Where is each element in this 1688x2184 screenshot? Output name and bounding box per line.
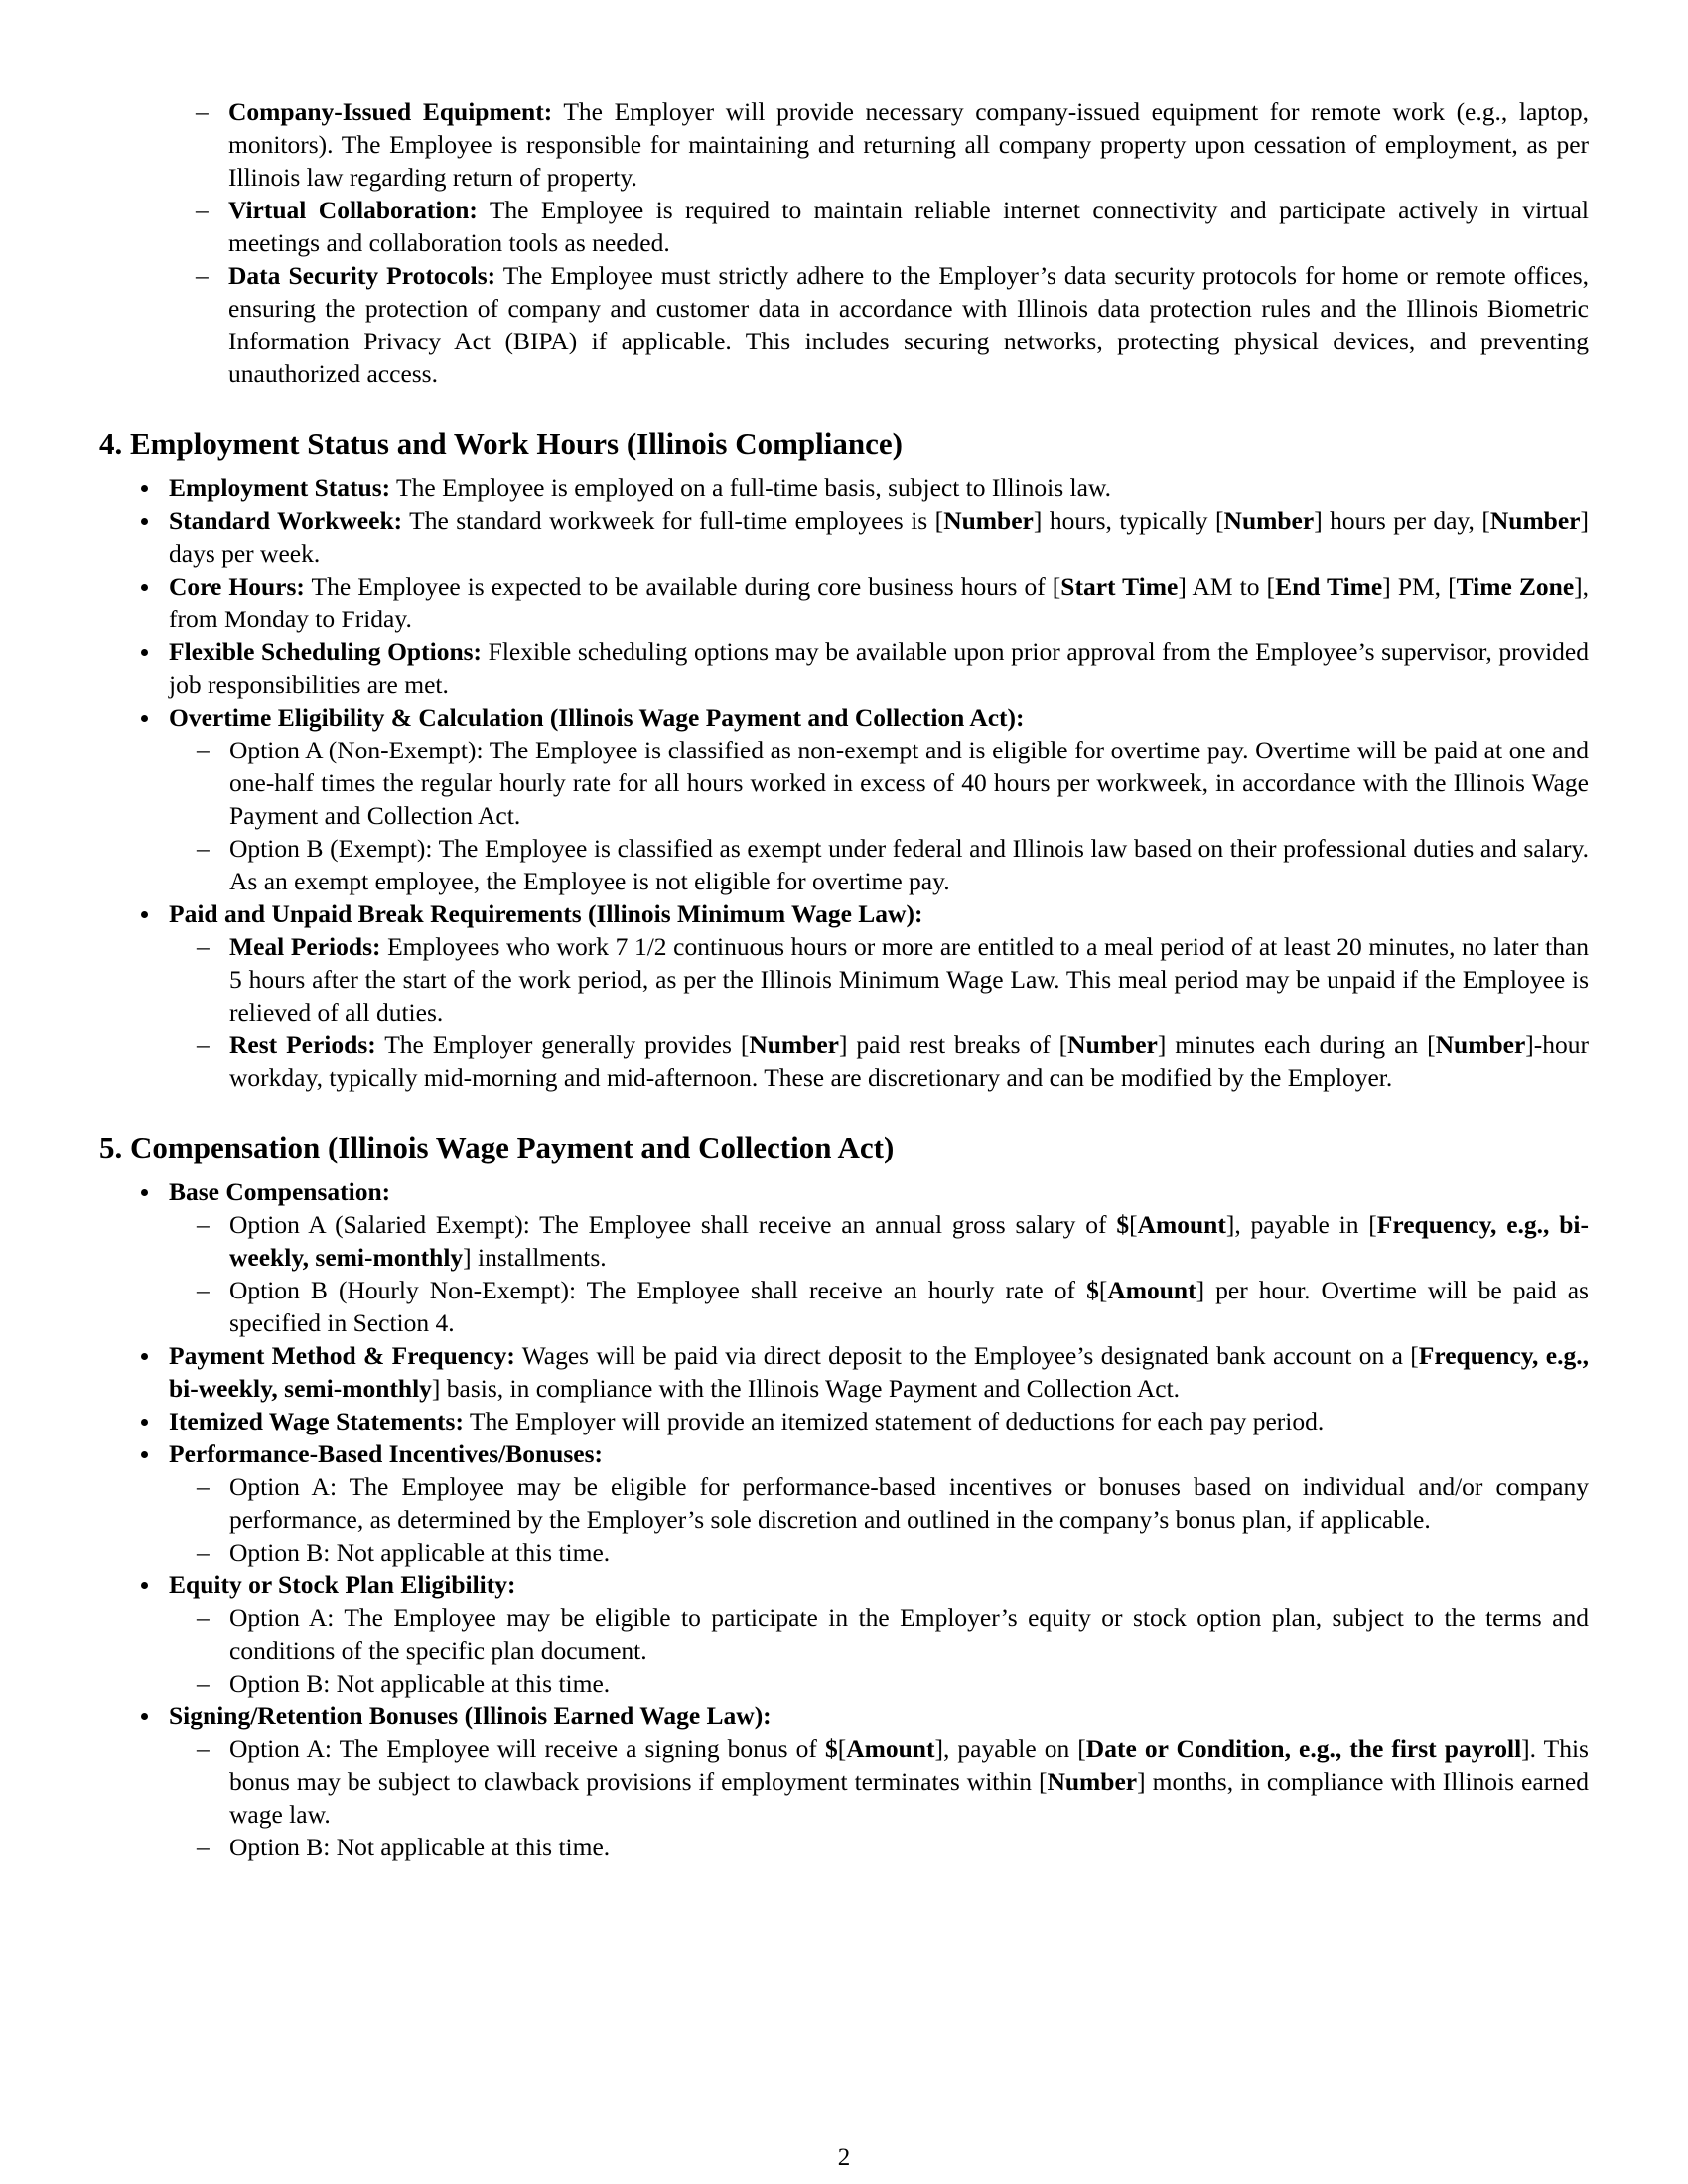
item-text: [	[837, 1734, 847, 1763]
item-text: Option B (Exempt): The Employee is classified as exempt under federal and Illinois law based on their professional duties and salary. As an exempt employee, the Employee is not eligible for overtime pay.	[229, 834, 1589, 895]
list-item	[99, 1339, 1589, 1405]
item-text: ] months, in compliance with Illinois earned wage law.	[229, 1767, 1589, 1829]
placeholder-text: Time Zone	[1456, 572, 1575, 601]
item-text: Flexible scheduling options may be available upon prior approval from the Employee’s supervisor, provided job responsibilities are met.	[169, 637, 1589, 699]
placeholder-text: Number	[1435, 1030, 1526, 1059]
sub-list	[169, 1208, 1589, 1339]
placeholder-text: Number	[1047, 1767, 1138, 1796]
item-text: The Employer will provide an itemized statement of deductions for each pay period.	[463, 1407, 1325, 1435]
item-label: Base Compensation:	[169, 1177, 391, 1206]
sub-list-item	[169, 1208, 1589, 1274]
item-label: Company-Issued Equipment:	[228, 97, 553, 126]
item-label: Paid and Unpaid Break Requirements (Illinois Minimum Wage Law):	[169, 899, 923, 928]
sub-list	[169, 1601, 1589, 1700]
item-text: Option A: The Employee may be eligible for performance-based incentives or bonuses based on individual and/or company performance, as determined by the Employer’s sole discretion and outlined in the company’s bonus plan, if applicable.	[229, 1472, 1589, 1534]
item-text: Option B: Not applicable at this time.	[229, 1669, 611, 1698]
sub-list-item	[169, 1028, 1589, 1094]
placeholder-text: Amount	[1107, 1276, 1196, 1304]
placeholder-text: Number	[1489, 506, 1581, 535]
item-text: The standard workweek for full-time employees is [	[402, 506, 944, 535]
sub-list-item	[169, 734, 1589, 832]
sub-list-item	[169, 1667, 1589, 1700]
item-text: Option A: The Employee may be eligible to participate in the Employer’s equity or stock option plan, subject to the terms and conditions of the specific plan document.	[229, 1603, 1589, 1665]
placeholder-text: Frequency, e.g., bi-weekly, semi-monthly	[169, 1341, 1589, 1403]
placeholder-text: Number	[1067, 1030, 1158, 1059]
item-label: Performance-Based Incentives/Bonuses:	[169, 1439, 603, 1468]
item-text: ] hours per day, [	[1314, 506, 1490, 535]
section-5-list	[99, 1175, 1589, 1863]
item-text: ] installments.	[463, 1243, 607, 1272]
item-label: Core Hours:	[169, 572, 305, 601]
list-item	[99, 1405, 1589, 1437]
item-text: The Employee is expected to be available during core business hours of [	[304, 572, 1061, 601]
placeholder-text: Amount	[1137, 1210, 1226, 1239]
list-item	[99, 1175, 1589, 1339]
item-label: Standard Workweek:	[169, 506, 403, 535]
item-label: Employment Status:	[169, 474, 391, 502]
placeholder-text: Amount	[846, 1734, 935, 1763]
item-text: ], payable on [	[934, 1734, 1086, 1763]
item-text: ]-hour workday, typically mid-morning and mid-afternoon. These are discretionary and can be modified by the Employer.	[229, 1030, 1590, 1092]
item-text: Wages will be paid via direct deposit to the Employee’s designated bank account on a [	[514, 1341, 1419, 1370]
item-text: [	[1098, 1276, 1108, 1304]
item-text: Option B: Not applicable at this time.	[229, 1538, 611, 1567]
item-text: The Employee must strictly adhere to the Employer’s data security protocols for home or remote offices, ensuring the protection of company and customer data in accordance with Illinois data protection rules and the Illinois Biometric Information Privacy Act (BIPA) if applicable. This includes securing networks, protecting physical devices, and preventing unauthorized access.	[228, 261, 1589, 388]
placeholder-text: Number	[943, 506, 1034, 535]
item-label: Itemized Wage Statements:	[169, 1407, 464, 1435]
list-item	[99, 1569, 1589, 1700]
item-text: The Employer generally provides [	[375, 1030, 750, 1059]
item-text: ] PM, [	[1382, 572, 1457, 601]
sub-list-item	[169, 930, 1589, 1028]
sub-list-item	[169, 1831, 1589, 1863]
list-item	[99, 701, 1589, 897]
item-label: Equity or Stock Plan Eligibility:	[169, 1570, 516, 1599]
placeholder-text: End Time	[1275, 572, 1383, 601]
sub-list	[169, 734, 1589, 897]
item-label: Data Security Protocols:	[228, 261, 496, 290]
item-label: Virtual Collaboration:	[228, 196, 478, 224]
section-4-list	[99, 472, 1589, 1094]
item-text: ] hours, typically [	[1033, 506, 1224, 535]
list-item	[228, 194, 1589, 259]
document-page	[99, 95, 1589, 1863]
placeholder-text: Number	[1223, 506, 1315, 535]
sub-list	[169, 930, 1589, 1094]
item-text: ] days per week.	[169, 506, 1590, 568]
placeholder-text: $	[1086, 1276, 1099, 1304]
placeholder-text: $	[824, 1734, 838, 1763]
list-item	[99, 472, 1589, 504]
item-text: ]. This bonus may be subject to clawback provisions if employment terminates within [	[229, 1734, 1589, 1796]
sub-list-item	[169, 832, 1589, 897]
sub-list-item	[169, 1536, 1589, 1569]
list-item	[228, 95, 1589, 194]
item-label: Meal Periods:	[229, 932, 381, 961]
placeholder-text: Date or Condition, e.g., the first payroll	[1085, 1734, 1522, 1763]
item-text: Option A: The Employee will receive a signing bonus of	[229, 1734, 825, 1763]
item-text: ] per hour. Overtime will be paid as specified in Section 4.	[229, 1276, 1589, 1337]
list-item	[99, 504, 1589, 570]
item-text: ] basis, in compliance with the Illinois Wage Payment and Collection Act.	[431, 1374, 1181, 1403]
list-item	[99, 1437, 1589, 1569]
section-5-heading: 5. Compensation (Illinois Wage Payment and Collection Act)	[99, 1130, 895, 1164]
item-label: Rest Periods:	[229, 1030, 376, 1059]
placeholder-text: Frequency, e.g., bi-weekly, semi-monthly	[229, 1210, 1590, 1272]
item-text: The Employee is employed on a full-time basis, subject to Illinois law.	[390, 474, 1112, 502]
list-item	[99, 897, 1589, 1094]
item-text: ] AM to [	[1178, 572, 1276, 601]
item-text: The Employee is required to maintain reliable internet connectivity and participate actively in virtual meetings and collaboration tools as needed.	[228, 196, 1589, 257]
item-text: ] paid rest breaks of [	[839, 1030, 1068, 1059]
item-text: [	[1129, 1210, 1138, 1239]
placeholder-text: Number	[749, 1030, 839, 1059]
sub-list	[169, 1470, 1589, 1569]
placeholder-text: Start Time	[1060, 572, 1179, 601]
item-text: ], payable in [	[1225, 1210, 1377, 1239]
item-label: Signing/Retention Bonuses (Illinois Earned Wage Law):	[169, 1702, 772, 1730]
placeholder-text: $	[1116, 1210, 1130, 1239]
item-label: Payment Method & Frequency:	[169, 1341, 515, 1370]
list-item	[99, 635, 1589, 701]
page-number: 2	[837, 2144, 851, 2171]
item-text: Option B: Not applicable at this time.	[229, 1833, 611, 1861]
list-item	[99, 570, 1589, 635]
sub-list-item	[169, 1732, 1589, 1831]
item-text: Option A (Salaried Exempt): The Employee shall receive an annual gross salary of	[229, 1210, 1117, 1239]
section-4-heading: 4. Employment Status and Work Hours (Illinois Compliance)	[99, 426, 903, 461]
sub-list-item	[169, 1470, 1589, 1536]
list-item	[99, 1700, 1589, 1863]
sub-list-item	[169, 1274, 1589, 1339]
item-text: ] minutes each during an [	[1157, 1030, 1436, 1059]
item-text: Employees who work 7 1/2 continuous hours or more are entitled to a meal period of at least 20 minutes, no later than 5 hours after the start of the work period, as per the Illinois Minimum Wage Law. This meal period may be unpaid if the Employee is relieved of all duties.	[229, 932, 1589, 1026]
remote-work-list	[228, 95, 1589, 390]
item-text: Option A (Non-Exempt): The Employee is classified as non-exempt and is eligible for overtime pay. Overtime will be paid at one and one-half times the regular hourly rate for all hours worked in excess of 40 hours per workweek, in accordance with the Illinois Wage Payment and Collection Act.	[229, 736, 1589, 830]
sub-list	[169, 1732, 1589, 1863]
item-label: Overtime Eligibility & Calculation (Illinois Wage Payment and Collection Act):	[169, 703, 1025, 732]
sub-list-item	[169, 1601, 1589, 1667]
item-text: ], from Monday to Friday.	[169, 572, 1590, 633]
item-text: The Employer will provide necessary company-issued equipment for remote work (e.g., laptop, monitors). The Employee is responsible for maintaining and returning all company property upon cessation of employment, as per Illinois law regarding return of property.	[228, 97, 1589, 192]
item-text: Option B (Hourly Non-Exempt): The Employee shall receive an hourly rate of	[229, 1276, 1087, 1304]
item-label: Flexible Scheduling Options:	[169, 637, 483, 666]
list-item	[228, 259, 1589, 390]
